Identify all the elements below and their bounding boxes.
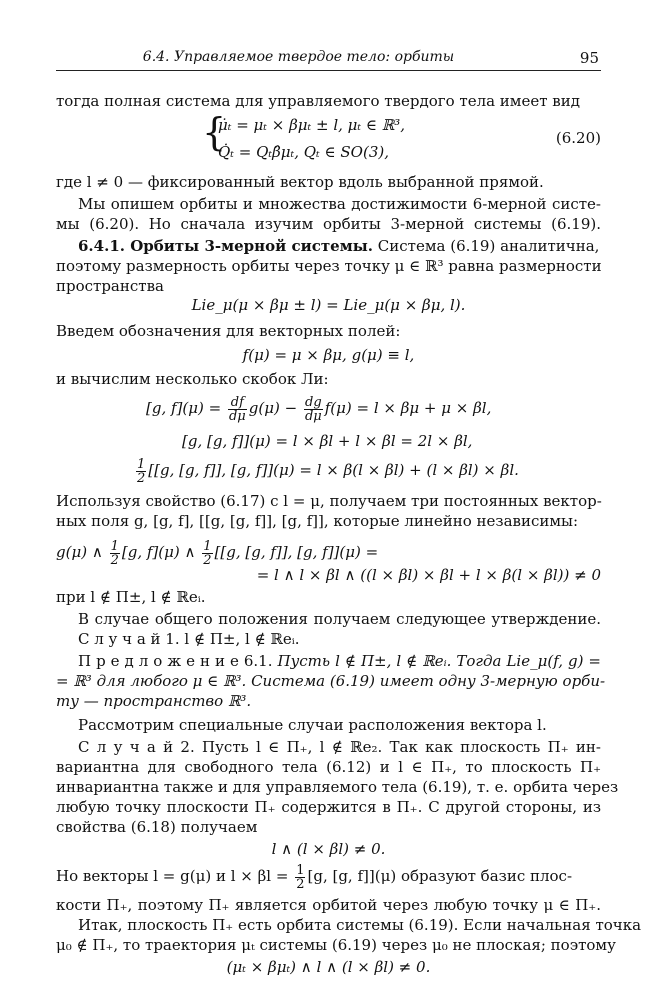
eq-part: g(μ) ∧ [56, 543, 103, 561]
eq-part: [g, f](μ) ∧ [121, 543, 196, 561]
equation-lie: Lie_μ(μ × βμ ± l) = Lie_μ(μ × βμ, l). [191, 296, 466, 314]
section-heading-line [56, 236, 601, 256]
system-line-2: Q̇ₜ = Qₜβ̂μₜ, Qₜ ∈ SO(3), [218, 143, 389, 161]
text-line: мы (6.20). Но сначала изучим орбиты 3-мерной системы (6.19). [56, 215, 601, 233]
equation-bracket-ggf: [g, [g, f]](μ) = l × βl + l × βl = 2l × βl, [182, 432, 473, 450]
text-line: Рассмотрим специальные случаи расположения вектора l. [78, 716, 547, 734]
fraction-df-dmu [228, 396, 247, 423]
system-line-1: μ̇ₜ = μₜ × βμₜ ± l, μₜ ∈ ℝ³, [218, 116, 405, 134]
text-line-with-fraction [56, 859, 601, 893]
fraction-denominator: 2 [203, 552, 212, 568]
text-line: инвариантна также и для управляемого тела (6.19), т. е. орбита через [56, 778, 619, 796]
equation-last: (μₜ × βμₜ) ∧ l ∧ (l × βl) ≠ 0. [226, 958, 431, 976]
eq-part: [[g, [g, f]], [g, f]](μ) = l × β(l × βl) + (l × βl) × βl. [148, 461, 519, 479]
text-line: пространства [56, 277, 164, 295]
eq-part: [g, f](μ) = [146, 399, 222, 417]
proposition-text-line: ту — пространство ℝ³. [56, 692, 252, 710]
equation-l-wedge: l ∧ (l × βl) ≠ 0. [271, 840, 386, 858]
text-line: В случае общего положения получаем следующее утверждение. [78, 610, 601, 628]
fraction-numerator: df [228, 396, 247, 410]
fraction-one-half [136, 458, 146, 485]
text-line: Введем обозначения для векторных полей: [56, 322, 401, 340]
text-line: при l ∉ Π±, l ∉ ℝeᵢ. [56, 588, 206, 606]
equation-number: (6.20) [555, 129, 601, 147]
proposition-line [56, 651, 601, 671]
text-line: μ₀ ∉ Π₊, то траектория μₜ системы (6.19) через μ₀ не плоская; поэтому [56, 936, 616, 954]
page-number: 95 [579, 49, 599, 67]
section-heading: 6.4.1. Орбиты 3-мерной системы. [78, 237, 374, 255]
page-header [56, 48, 601, 71]
text-line: любую точку плоскости Π₊ содержится в Π₊. С другой стороны, из [56, 798, 601, 816]
fraction-numerator: 1 [203, 538, 212, 554]
text-line: вариантна для свободного тела (6.12) и l ∈ Π₊, то плоскость Π₊ [56, 758, 601, 776]
text-line: Мы опишем орбиты и множества достижимости 6-мерной систе- [78, 195, 601, 213]
eq-part: f(μ) = l × βμ + μ × βl, [324, 399, 492, 417]
text-line: где l ≠ 0 — фиксированный вектор вдоль выбранной прямой. [56, 173, 544, 191]
text-span: Система (6.19) аналитична, [373, 237, 600, 255]
proposition-text: Пусть l ∉ Π±, l ∉ ℝeᵢ. Тогда Lie_μ(f, g) = [272, 652, 601, 670]
text-span: Но векторы l = g(μ) и l × βl = [56, 867, 289, 885]
equation-wedge-1 [56, 535, 601, 569]
fraction-denominator: 2 [296, 876, 305, 892]
text-line: кости Π₊, поэтому Π₊ является орбитой через любую точку μ ∈ Π₊. [56, 896, 601, 914]
fraction-numerator: 1 [296, 862, 305, 878]
equation-fg: f(μ) = μ × βμ, g(μ) ≡ l, [242, 346, 415, 364]
text-span: [g, [g, f]](μ) образуют базис плос- [307, 867, 573, 885]
text-line: тогда полная система для управляемого твердого тела имеет вид [56, 92, 580, 110]
equation-bracket-gf [146, 391, 659, 425]
text-line: поэтому размерность орбиты через точку μ ∈ ℝ³ равна размерности [56, 257, 602, 275]
equation-bracket-ggfgf [134, 453, 659, 487]
proposition-label: П р е д л о ж е н и е 6.1. [78, 652, 273, 670]
fraction-denominator: 2 [110, 552, 119, 568]
fraction-dg-dmu [304, 396, 323, 423]
text-line: С л у ч а й 1. l ∉ Π±, l ∉ ℝeᵢ. [78, 630, 300, 648]
fraction-denominator: dμ [304, 408, 322, 424]
text-line: С л у ч а й 2. Пусть l ∈ Π₊, l ∉ ℝe₂. Так как плоскость Π₊ ин- [78, 738, 601, 756]
text-line: свойства (6.18) получаем [56, 818, 258, 836]
fraction-denominator: 2 [137, 470, 146, 486]
fraction-one-half [202, 540, 212, 567]
running-head: 6.4. Управляемое твердое тело: орбиты [142, 49, 455, 65]
left-brace: { [202, 110, 227, 154]
equation-wedge-2: = l ∧ l × βl ∧ ((l × βl) × βl + l × β(l × βl)) ≠ 0 [256, 566, 601, 584]
text-line: Итак, плоскость Π₊ есть орбита системы (6.19). Если начальная точка [78, 916, 642, 934]
fraction-one-half [110, 540, 120, 567]
text-line: и вычислим несколько скобок Ли: [56, 370, 329, 388]
eq-part: [[g, [g, f]], [g, f]](μ) = [214, 543, 379, 561]
fraction-numerator: 1 [137, 456, 146, 472]
text-line: ных поля g, [g, f], [[g, [g, f]], [g, f]], которые линейно независимы: [56, 512, 579, 530]
eq-part: g(μ) − [248, 399, 298, 417]
fraction-numerator: 1 [110, 538, 119, 554]
text-line: Используя свойство (6.17) с l = μ, получаем три постоянных вектор- [56, 492, 602, 510]
fraction-one-half [295, 864, 305, 891]
proposition-text-line: = ℝ³ для любого μ ∈ ℝ³. Система (6.19) имеет одну 3-мерную орби- [56, 672, 606, 690]
fraction-numerator: dg [305, 394, 322, 410]
fraction-denominator: dμ [228, 408, 246, 424]
